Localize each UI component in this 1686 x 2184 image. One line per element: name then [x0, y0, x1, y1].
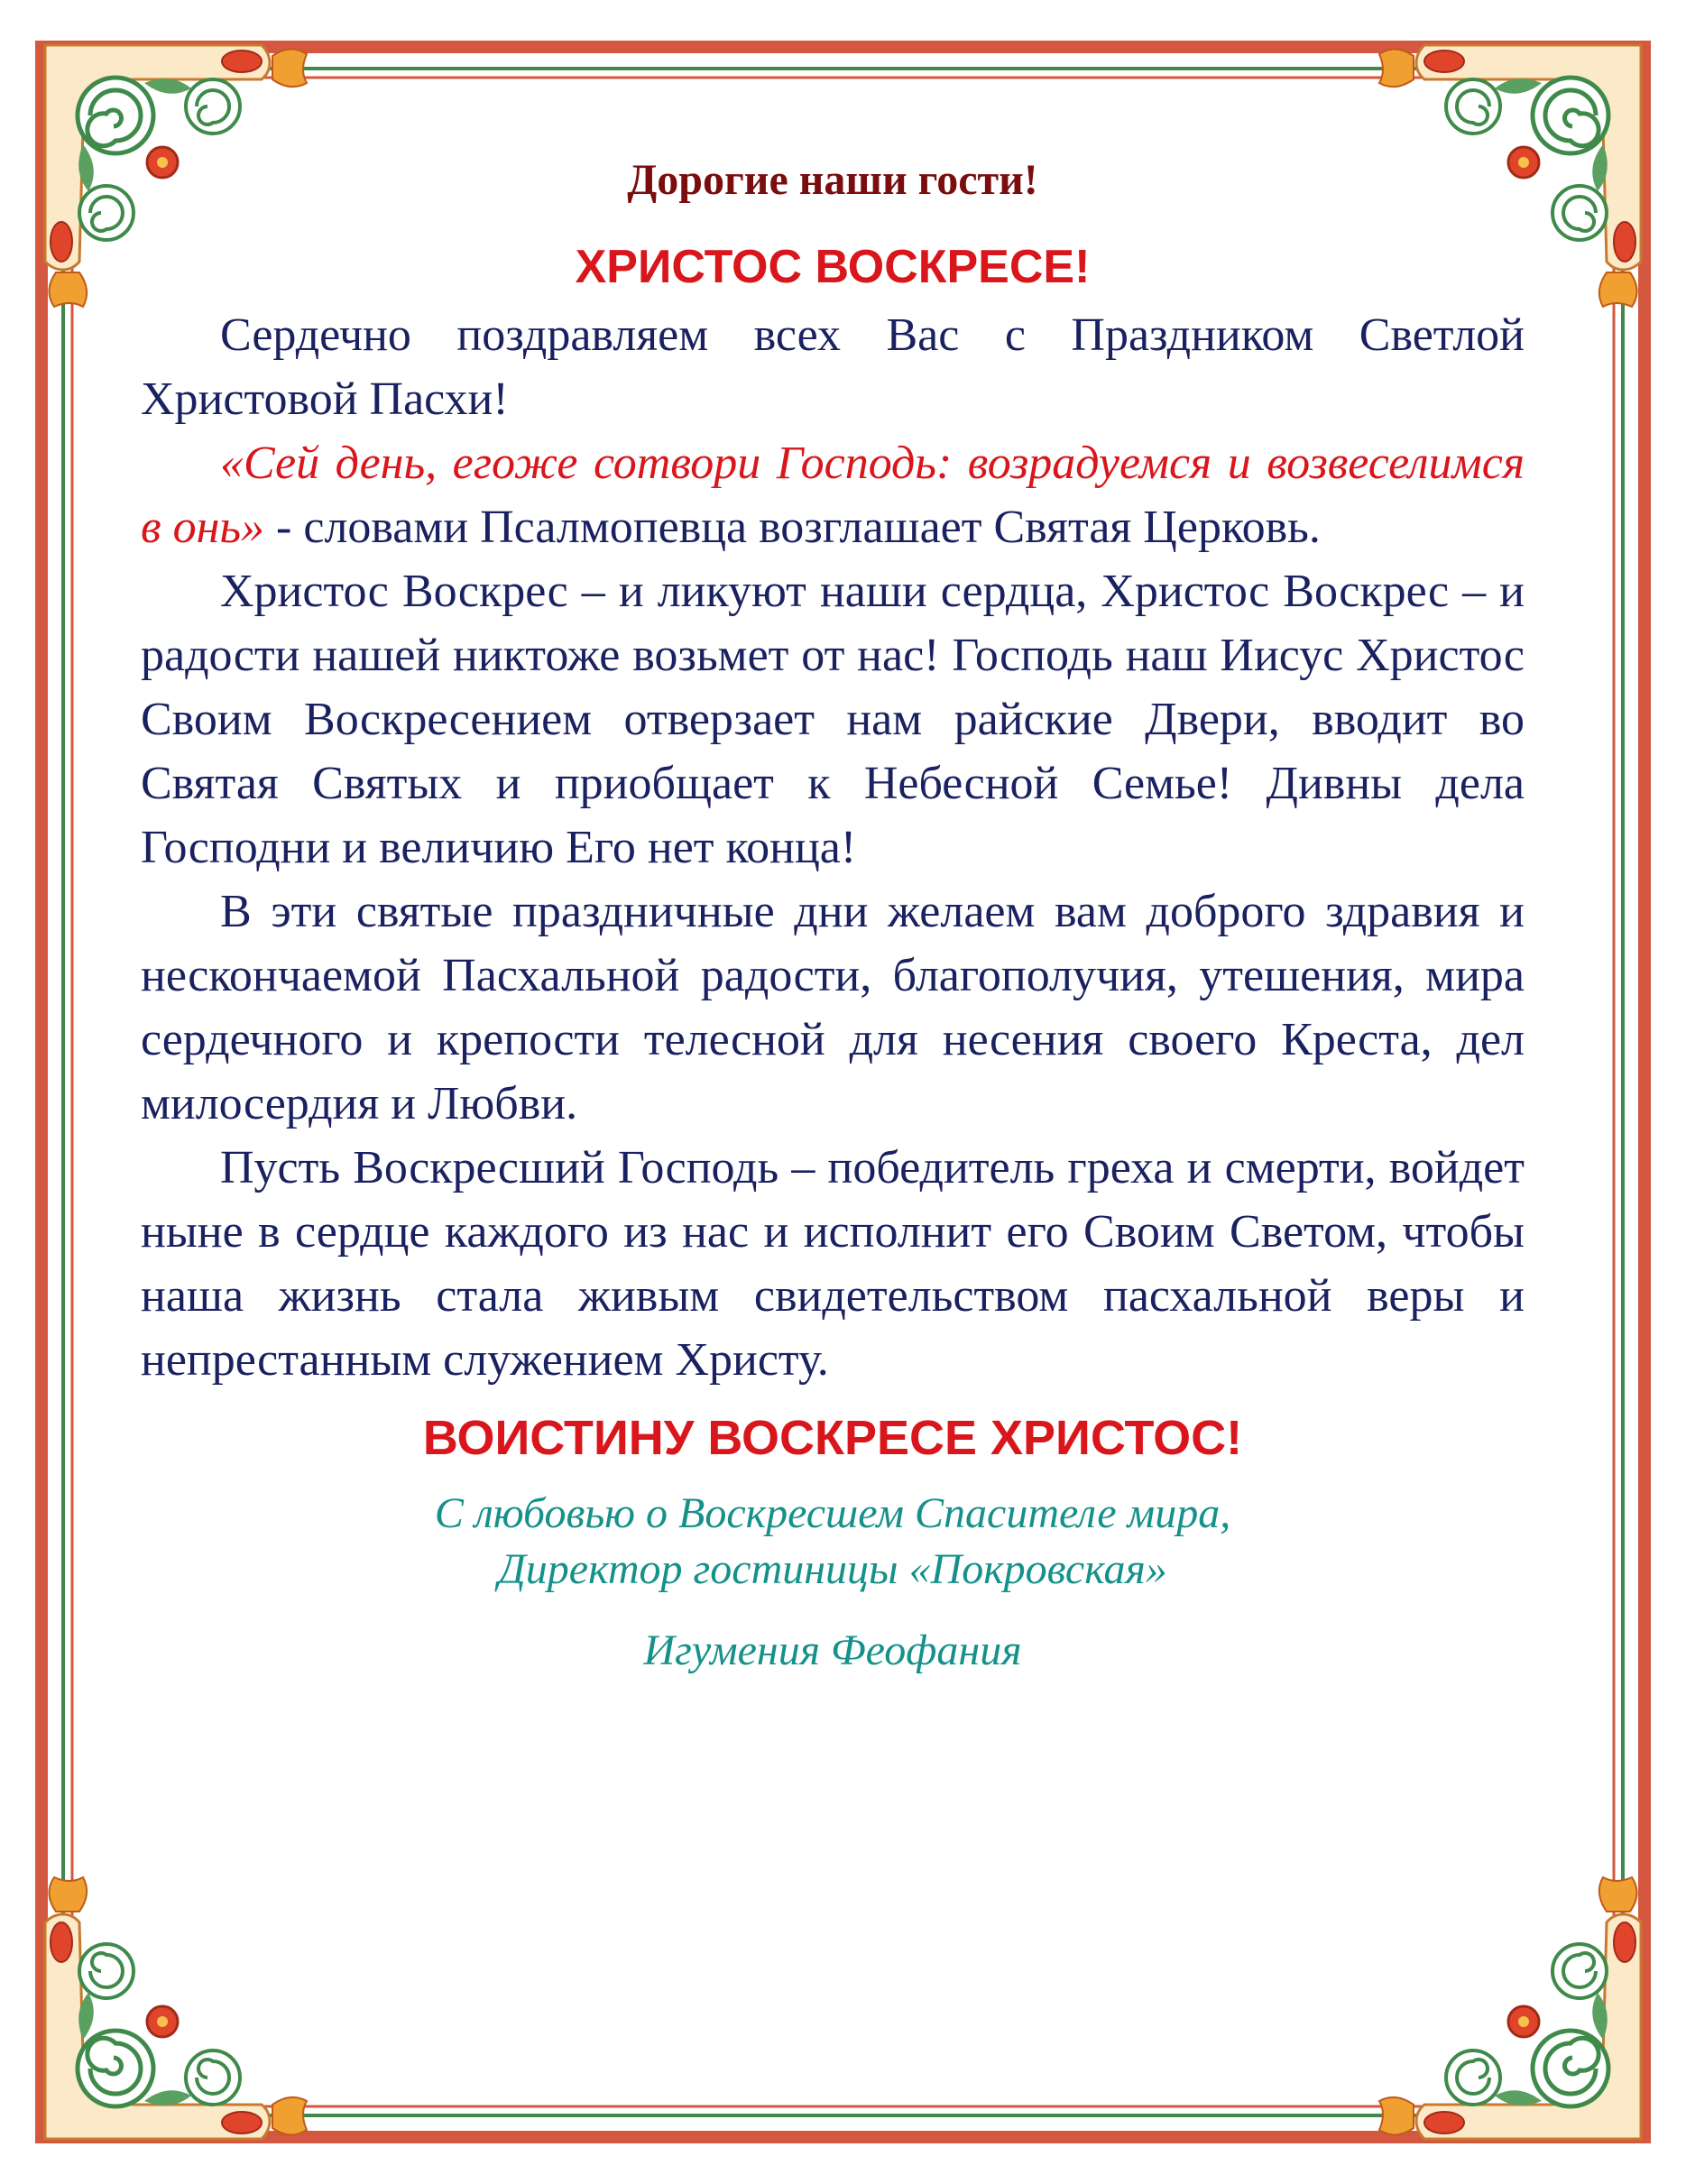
letter-body: [141, 153, 1525, 1679]
greeting: Дорогие наши гости!: [627, 156, 1038, 204]
paragraph-5: Пусть Воскресший Господь – победитель греха и смерти, войдет ныне в сердце каждого из нас и исполнит его Своим Светом, чтобы наша жизнь стала живым свидетельством пасхальной веры и непрестанным служением Христу.: [141, 1142, 1525, 1386]
psalm-quote: «Сей день, егоже сотвори Господь: возрадуемся и возвеселимся в онь»: [141, 438, 1525, 553]
signature-name: Игумения Феофания: [643, 1626, 1022, 1674]
paragraph-1: Сердечно поздравляем всех Вас с Праздником Светлой Христовой Пасхи!: [141, 309, 1525, 425]
closing-truly-risen: ВОИСТИНУ ВОСКРЕСЕ ХРИСТОС!: [422, 1411, 1243, 1465]
corner-ornament-bottom-left: [45, 1877, 307, 2139]
signature-line-1: С любовью о Воскресшем Спасителе мира,: [434, 1489, 1231, 1537]
signature-line-2: Директор гостиницы «Покровская»: [498, 1545, 1167, 1593]
heading-christ-is-risen: ХРИСТОС ВОСКРЕСЕ!: [575, 241, 1091, 293]
paragraph-4: В эти святые праздничные дни желаем вам доброго здравия и нескончаемой Пасхальной радости, благополучия, утешения, мира сердечного и крепости телесной для несения своего Креста, дел милосердия и Любви.: [141, 886, 1525, 1129]
paragraph-2-rest: - словами Псалмопевца возглашает Святая Церковь.: [264, 502, 1321, 553]
corner-ornament-bottom-right: [1379, 1877, 1641, 2139]
paragraph-3: Христос Воскрес – и ликуют наши сердца, Христос Воскрес – и радости нашей никтоже возьмет от нас! Господь наш Иисус Христос Своим Воскресением отверзает нам райские Двери, вводит во Святая Святых и приобщает к Небесной Семье! Дивны дела Господни и величию Его нет конца!: [141, 566, 1525, 873]
paragraph-2: [141, 431, 1525, 559]
